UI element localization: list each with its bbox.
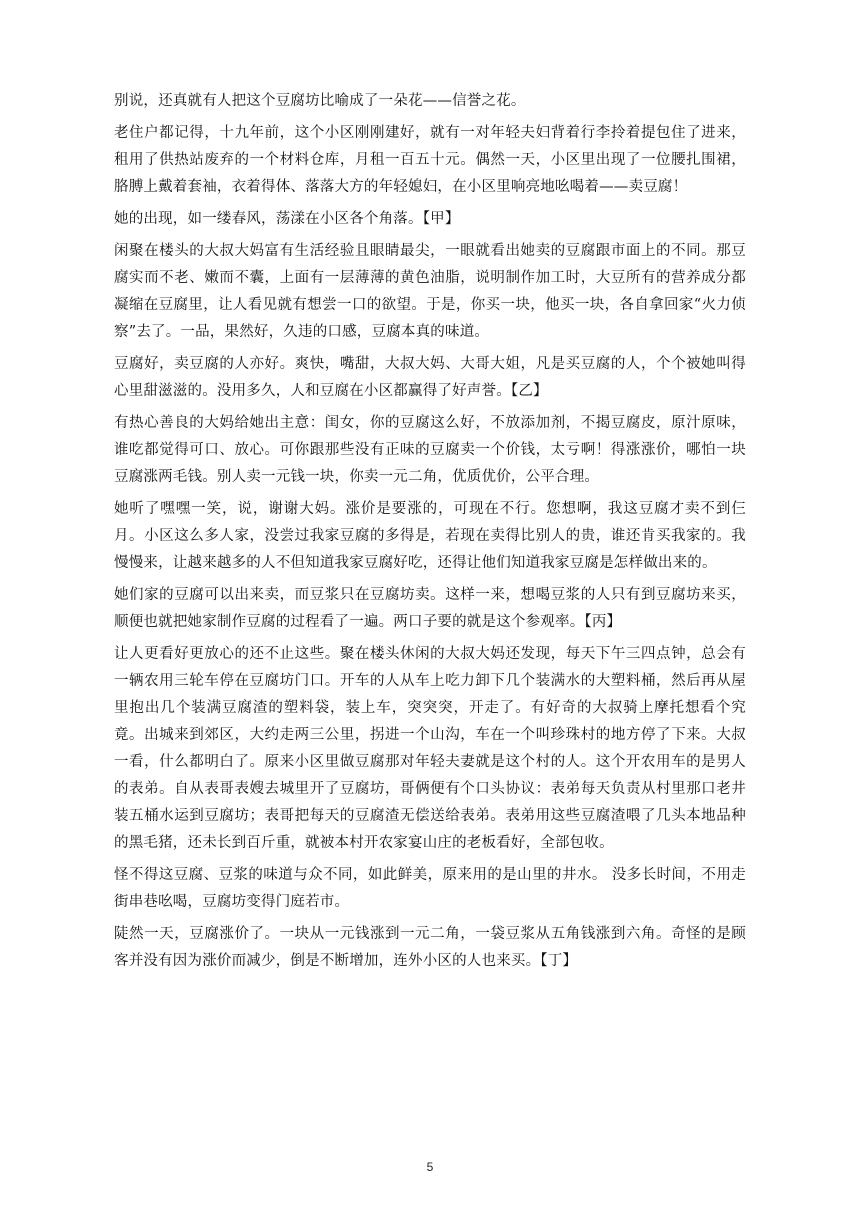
paragraph: 她们家的豆腐可以出来卖，而豆浆只在豆腐坊卖。这样一来，想喝豆浆的人只有到豆腐坊来买，顺便也就把她家制作豆腐的过程看了一遍。两口子要的就是这个参观率。【丙】 bbox=[114, 587, 746, 630]
document-body bbox=[114, 88, 746, 980]
paragraph: 闲聚在楼头的大叔大妈富有生活经验且眼睛最尖，一眼就看出她卖的豆腐跟市面上的不同。那豆腐实而不老、嫩而不囊，上面有一层薄薄的黄色油脂，说明制作加工时，大豆所有的营养成分都凝缩在豆腐里，让人看见就有想尝一口的欲望。于是，你买一块，他买一块，各自拿回家“火力侦察”去了。一品，果然好，久违的口感，豆腐本真的味道。 bbox=[114, 243, 746, 340]
paragraph: 她听了嘿嘿一笑，说，谢谢大妈。涨价是要涨的，可现在不行。您想啊，我这豆腐才卖不到仨月。小区这么多人家，没尝过我家豆腐的多得是，若现在卖得比别人的贵，谁还肯买我家的。我慢慢来，让越来越多的人不但知道我家豆腐好吃，还得让他们知道我家豆腐是怎样做出来的。 bbox=[114, 501, 746, 571]
page-number: 5 bbox=[426, 1160, 434, 1174]
paragraph: 豆腐好，卖豆腐的人亦好。爽快，嘴甜，大叔大妈、大哥大姐，凡是买豆腐的人，个个被她叫得心里甜滋滋的。没用多久，人和豆腐在小区都赢得了好声誉。【乙】 bbox=[114, 356, 746, 399]
paragraph: 有热心善良的大妈给她出主意：闺女，你的豆腐这么好，不放添加剂，不揭豆腐皮，原汁原味，谁吃都觉得可口、放心。可你跟那些没有正味的豆腐卖一个价钱，太亏啊！得涨涨价，哪怕一块豆腐涨两毛钱。别人卖一元钱一块，你卖一元二角，优质优价，公平合理。 bbox=[114, 415, 746, 485]
paragraph: 她的出现，如一缕春风，荡漾在小区各个角落。【甲】 bbox=[114, 211, 460, 227]
paragraph: 怪不得这豆腐、豆浆的味道与众不同，如此鲜美，原来用的是山里的井水。 没多长时间，不用走街串巷吆喝，豆腐坊变得门庭若市。 bbox=[114, 867, 746, 910]
paragraph: 别说，还真就有人把这个豆腐坊比喻成了一朵花——信誉之花。 bbox=[114, 93, 526, 109]
paragraph: 老住户都记得，十九年前，这个小区刚刚建好，就有一对年轻夫妇背着行李拎着提包住了进来，租用了供热站废弃的一个材料仓库，月租一百五十元。偶然一天，小区里出现了一位腰扎围裙，胳膊上戴着套袖，衣着得体、落落大方的年轻媳妇，在小区里响亮地吆喝着——卖豆腐！ bbox=[114, 125, 746, 195]
paragraph: 陡然一天，豆腐涨价了。一块从一元钱涨到一元二角，一袋豆浆从五角钱涨到六角。奇怪的是顾客并没有因为涨价而减少，倒是不断增加，连外小区的人也来买。【丁】 bbox=[114, 926, 746, 969]
paragraph: 让人更看好更放心的还不止这些。聚在楼头休闲的大叔大妈还发现，每天下午三四点钟，总会有一辆农用三轮车停在豆腐坊门口。开车的人从车上吃力卸下几个装满水的大塑料桶，然后再从屋里抱出几个装满豆腐渣的塑料袋，装上车，突突突，开走了。有好奇的大叔骑上摩托想看个究竟。出城来到郊区，大约走两三公里，拐进一个山沟，车在一个叫珍珠村的地方停了下来。大叔一看，什么都明白了。原来小区里做豆腐那对年轻夫妻就是这个村的人。这个开农用车的是男人的表弟。自从表哥表嫂去城里开了豆腐坊，哥俩便有个口头协议：表弟每天负责从村里那口老井装五桶水运到豆腐坊；表哥把每天的豆腐渣无偿送给表弟。表弟用这些豆腐渣喂了几头本地品种的黑毛猪，还未长到百斤重，就被本村开农家宴山庄的老板看好，全部包收。 bbox=[114, 646, 746, 851]
